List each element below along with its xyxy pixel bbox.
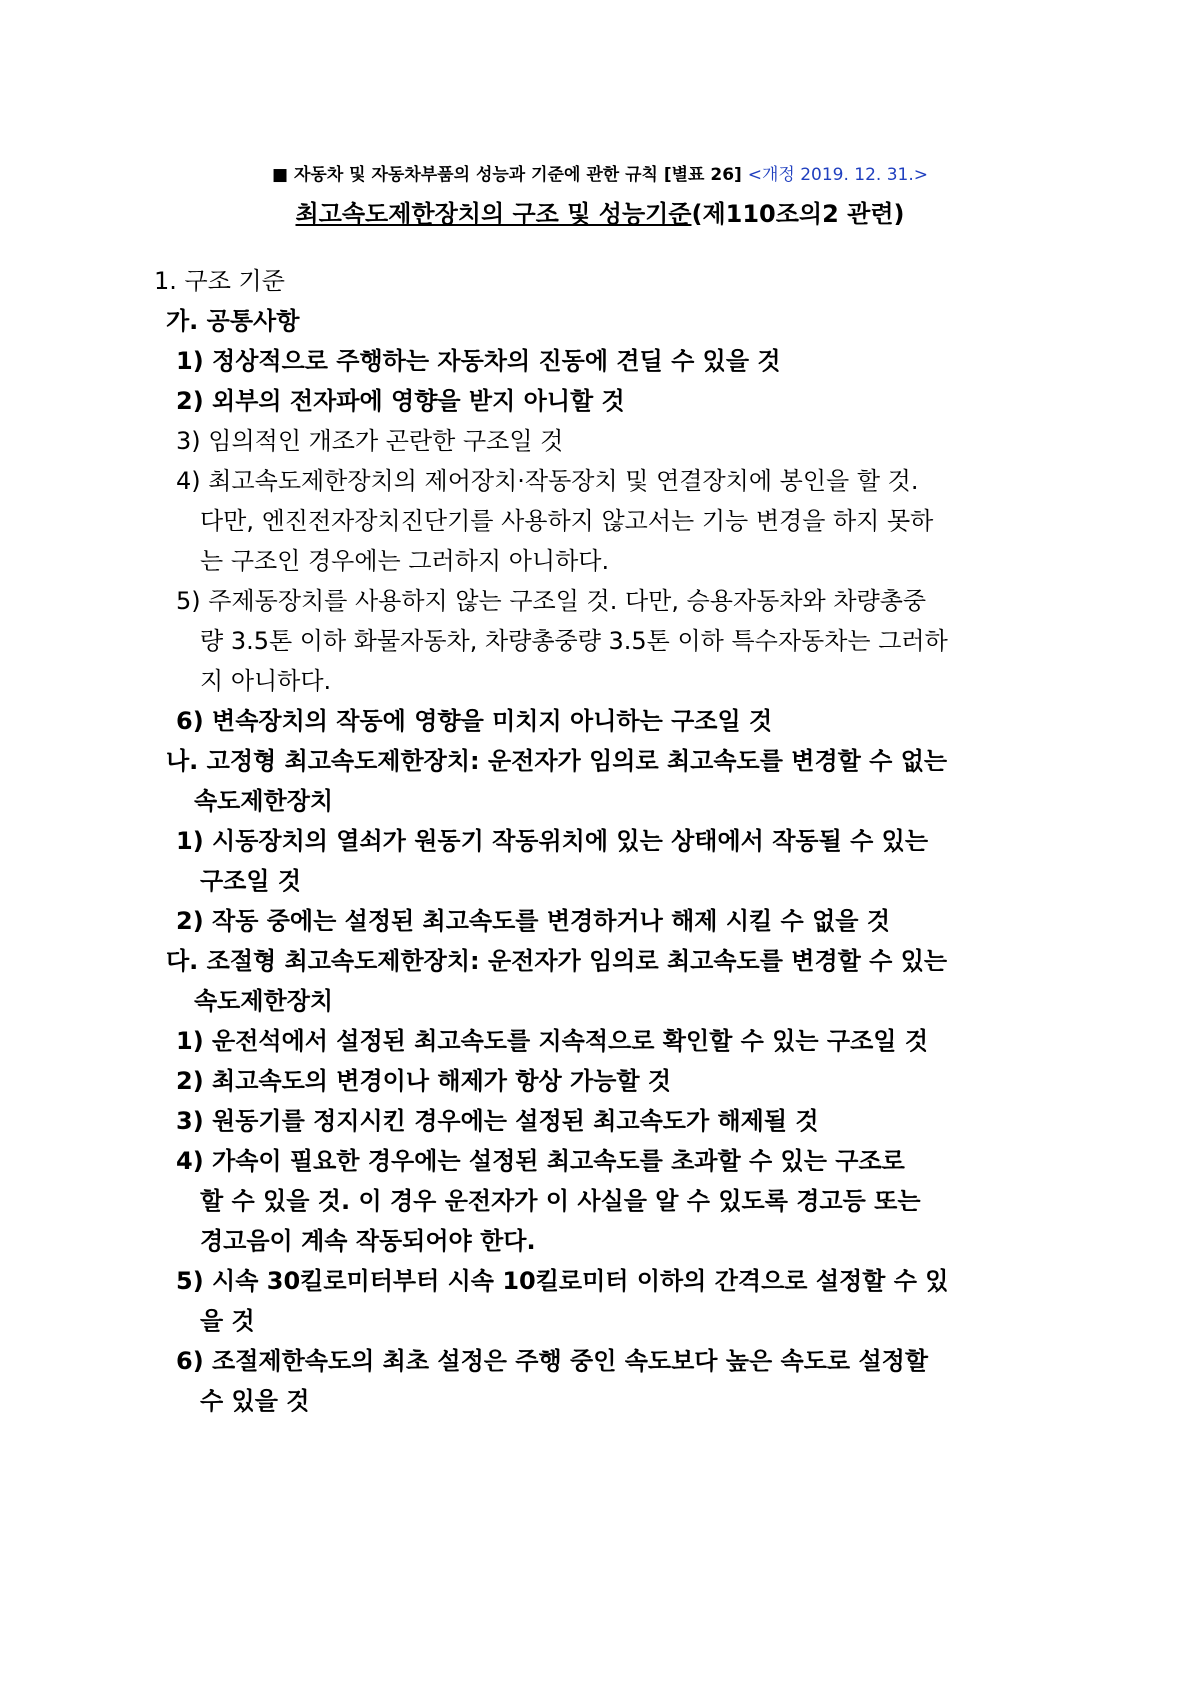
subsection-heading-continuation: 속도제한장치 [194, 987, 334, 1015]
list-item-continuation: 다만, 엔진전자장치진단기를 사용하지 않고서는 기능 변경을 하지 못하 [200, 507, 934, 535]
rule-header [0, 160, 1200, 185]
list-item-continuation: 할 수 있을 것. 이 경우 운전자가 이 사실을 알 수 있도록 경고등 또는 [200, 1187, 921, 1215]
subsection-heading: 나. 고정형 최고속도제한장치: 운전자가 임의로 최고속도를 변경할 수 없는 [166, 747, 948, 775]
list-item: 2) 외부의 전자파에 영향을 받지 아니할 것 [176, 387, 625, 415]
list-item-continuation: 구조일 것 [200, 867, 302, 895]
rule-reference: 자동차 및 자동차부품의 성능과 기준에 관한 규칙 [별표 26] [293, 165, 742, 185]
section-heading: 1. 구조 기준 [154, 267, 285, 295]
square-bullet-icon: ■ [271, 165, 289, 185]
list-item-continuation: 량 3.5톤 이하 화물자동차, 차량총중량 3.5톤 이하 특수자동차는 그러하 [200, 627, 948, 655]
list-item: 3) 임의적인 개조가 곤란한 구조일 것 [176, 427, 564, 455]
list-item: 3) 원동기를 정지시킨 경우에는 설정된 최고속도가 해제될 것 [176, 1107, 819, 1135]
list-item-continuation: 지 아니하다. [200, 667, 332, 695]
list-item-continuation: 을 것 [200, 1307, 255, 1335]
list-item: 5) 시속 30킬로미터부터 시속 10킬로미터 이하의 간격으로 설정할 수 있 [176, 1267, 949, 1295]
list-item: 1) 운전석에서 설정된 최고속도를 지속적으로 확인할 수 있는 구조일 것 [176, 1027, 929, 1055]
list-item: 1) 정상적으로 주행하는 자동차의 진동에 견딜 수 있을 것 [176, 347, 781, 375]
list-item: 5) 주제동장치를 사용하지 않는 구조일 것. 다만, 승용자동차와 차량총중 [176, 587, 927, 615]
list-item-continuation: 수 있을 것 [200, 1387, 310, 1415]
list-item: 4) 가속이 필요한 경우에는 설정된 최고속도를 초과할 수 있는 구조로 [176, 1147, 905, 1175]
list-item: 6) 변속장치의 작동에 영향을 미치지 아니하는 구조일 것 [176, 707, 773, 735]
title-main: 최고속도제한장치의 구조 및 성능기준 [295, 200, 692, 228]
list-item: 6) 조절제한속도의 최초 설정은 주행 중인 속도보다 높은 속도로 설정할 [176, 1347, 929, 1375]
amendment-date: <개정 2019. 12. 31.> [747, 165, 929, 185]
list-item: 4) 최고속도제한장치의 제어장치·작동장치 및 연결장치에 봉인을 할 것. [176, 467, 919, 495]
title-suffix: (제110조의2 관련) [691, 200, 905, 228]
list-item: 1) 시동장치의 열쇠가 원동기 작동위치에 있는 상태에서 작동될 수 있는 [176, 827, 929, 855]
document-title [0, 194, 1200, 229]
list-item-continuation: 는 구조인 경우에는 그러하지 아니하다. [200, 547, 610, 575]
list-item: 2) 작동 중에는 설정된 최고속도를 변경하거나 해제 시킬 수 없을 것 [176, 907, 891, 935]
subsection-heading: 가. 공통사항 [166, 307, 300, 335]
list-item-continuation: 경고음이 계속 작동되어야 한다. [200, 1227, 536, 1255]
list-item: 2) 최고속도의 변경이나 해제가 항상 가능할 것 [176, 1067, 672, 1095]
subsection-heading-continuation: 속도제한장치 [194, 787, 334, 815]
subsection-heading: 다. 조절형 최고속도제한장치: 운전자가 임의로 최고속도를 변경할 수 있는 [166, 947, 948, 975]
